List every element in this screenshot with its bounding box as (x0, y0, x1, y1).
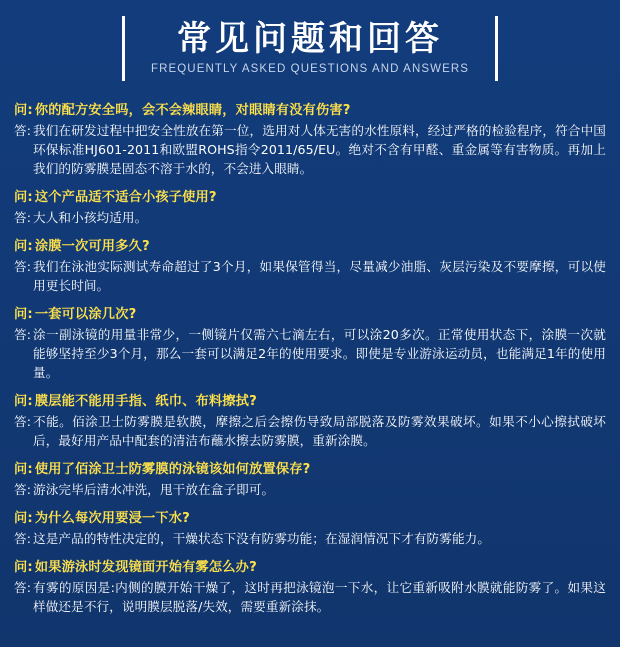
question-label: 问: (14, 306, 33, 322)
faq-question (14, 237, 606, 256)
faq-answer (14, 122, 606, 179)
answer-label: 答: (14, 259, 32, 275)
faq-question (14, 101, 606, 120)
faq-question (14, 558, 606, 577)
question-text: 你的配方安全吗，会不会辣眼睛，对眼睛有没有伤害? (34, 103, 351, 119)
faq-question (14, 509, 606, 528)
answer-label: 答: (14, 210, 32, 226)
question-label: 问: (14, 393, 33, 409)
faq-question (14, 305, 606, 324)
faq-answer (14, 209, 606, 228)
faq-question (14, 188, 606, 207)
answer-label: 答: (14, 579, 32, 595)
page-header (0, 0, 620, 91)
answer-label: 答: (14, 327, 32, 342)
faq-answer (14, 326, 606, 383)
question-label: 问: (14, 510, 33, 526)
question-text: 使用了佰涂卫士防雾膜的泳镜该如何放置保存? (34, 461, 311, 477)
faq-answer (14, 413, 606, 451)
answer-text: 我们在研发过程中把安全性放在第一位，选用对人体无害的水性原料，经过严格的检验程序，符合中国环保标准HJ601-2011和欧盟ROHS指令2011/65/EU。绝对不含有甲醛、重金属等有害物质。再加上我们的防雾膜是固态不溶于水的，不会进入眼睛。 (33, 123, 606, 177)
faq-item (14, 305, 606, 383)
question-label: 问: (14, 189, 33, 205)
header-frame (122, 16, 498, 81)
question-label: 问: (14, 461, 33, 477)
question-text: 如果游泳时发现镜面开始有雾怎么办? (34, 559, 257, 575)
answer-text: 大人和小孩均适用。 (33, 210, 148, 226)
question-label: 问: (14, 238, 33, 254)
faq-answer (14, 579, 606, 617)
page-subtitle: FREQUENTLY ASKED QUESTIONS AND ANSWERS (150, 63, 470, 76)
answer-text: 涂一副泳镜的用量非常少，一侧镜片仅需六七滴左右，可以涂20多次。正常使用状态下，涂膜一次就能够坚持至少3个月，那么一套可以满足2年的使用要求。即使是专业游泳运动员，也能满足1年的使用量。 (33, 327, 606, 380)
answer-text: 我们在泳池实际测试寿命超过了3个月，如果保管得当，尽量减少油脂、灰层污染及不要摩擦，可以使用更长时间。 (33, 259, 606, 293)
page-title: 常见问题和回答 (176, 19, 443, 59)
faq-item (14, 509, 606, 549)
answer-text: 游泳完毕后清水冲洗，甩干放在盒子即可。 (33, 481, 275, 497)
faq-item (14, 460, 606, 500)
question-text: 这个产品适不适合小孩子使用? (34, 189, 217, 205)
answer-label: 答: (14, 413, 32, 429)
answer-label: 答: (14, 123, 32, 139)
question-text: 为什么每次用要浸一下水? (34, 510, 190, 526)
faq-answer (14, 530, 606, 549)
question-text: 膜层能不能用手指、纸巾、布料擦拭? (34, 393, 257, 409)
question-text: 涂膜一次可用多久? (34, 238, 150, 254)
faq-question (14, 392, 606, 411)
faq-item (14, 392, 606, 451)
faq-item (14, 237, 606, 296)
faq-item (14, 101, 606, 179)
faq-item (14, 188, 606, 228)
question-label: 问: (14, 559, 33, 575)
question-label: 问: (14, 103, 33, 119)
answer-text: 有雾的原因是:内侧的膜开始干燥了，这时再把泳镜泡一下水，让它重新吸附水膜就能防雾了。如果这样做还是不行，说明膜层脱落/失效，需要重新涂抹。 (33, 579, 606, 614)
faq-list (0, 91, 620, 616)
faq-item (14, 558, 606, 617)
answer-text: 这是产品的特性决定的，干燥状态下没有防雾功能；在湿润情况下才有防雾能力。 (33, 530, 491, 546)
answer-label: 答: (14, 530, 32, 546)
faq-answer (14, 258, 606, 296)
answer-label: 答: (14, 481, 32, 497)
faq-question (14, 460, 606, 479)
question-text: 一套可以涂几次? (34, 306, 137, 322)
answer-text: 不能。佰涂卫士防雾膜是软膜，摩擦之后会擦伤导致局部脱落及防雾效果破坏。如果不小心擦拭破坏后，最好用产品中配套的清洁布蘸水擦去防雾膜，重新涂膜。 (33, 413, 606, 448)
faq-answer (14, 481, 606, 500)
